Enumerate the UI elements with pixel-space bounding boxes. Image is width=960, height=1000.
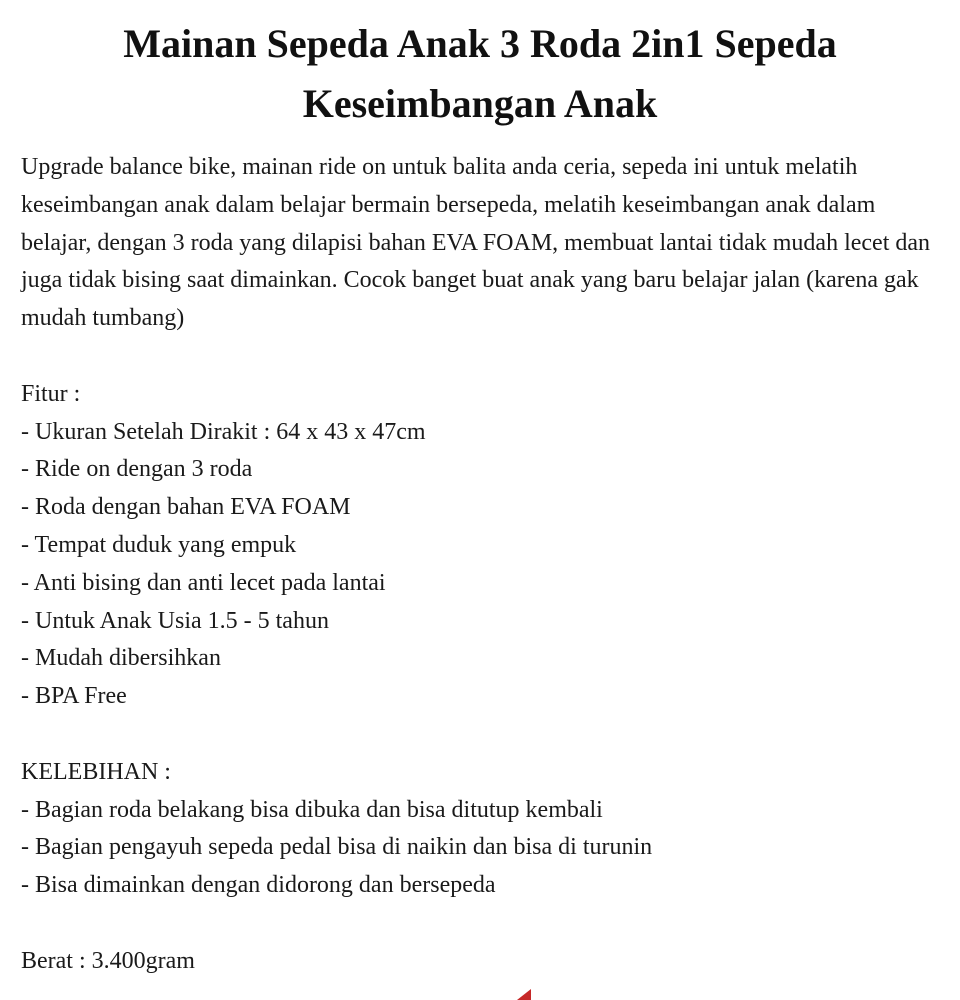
image-corner-icon — [517, 989, 531, 1000]
spacer — [21, 338, 946, 376]
features-heading: Fitur : — [21, 380, 81, 407]
feature-item: - Anti bising dan anti lecet pada lantai — [21, 569, 386, 596]
product-description-text: Upgrade balance bike, mainan ride on untuk balita anda ceria, sepeda ini untuk melatih keseimbangan anak dalam belajar bermain bersepeda, melatih keseimbangan anak dalam belajar, dengan 3 roda yang dilapisi bahan EVA FOAM, membuat lantai tidak mudah lecet dan juga tidak bising saat dimainkan. Cocok banget buat anak yang baru belajar jalan (karena gak mudah tumbang) — [21, 154, 931, 332]
advantage-item: - Bagian roda belakang bisa dibuka dan bisa ditutup kembali — [21, 796, 603, 823]
feature-item: - Mudah dibersihkan — [21, 645, 221, 672]
advantages-heading: KELEBIHAN : — [21, 758, 171, 785]
advantages-section — [21, 754, 946, 905]
feature-item: - Ride on dengan 3 roda — [21, 456, 253, 483]
product-title: Mainan Sepeda Anak 3 Roda 2in1 Sepeda Keseimbangan Anak — [123, 21, 837, 126]
feature-item: - Tempat duduk yang empuk — [21, 531, 297, 558]
feature-item: - Roda dengan bahan EVA FOAM — [21, 494, 351, 521]
feature-item: - BPA Free — [21, 683, 127, 710]
advantage-item: - Bisa dimainkan dengan didorong dan bersepeda — [21, 872, 496, 899]
feature-item: - Untuk Anak Usia 1.5 - 5 tahun — [21, 607, 329, 634]
weight-text: Berat : 3.400gram — [21, 947, 195, 974]
features-section — [21, 376, 946, 716]
advantage-item: - Bagian pengayuh sepeda pedal bisa di naikin dan bisa di turunin — [21, 834, 653, 861]
spacer — [21, 716, 946, 754]
product-description-content — [21, 149, 946, 981]
feature-item: - Ukuran Setelah Dirakit : 64 x 43 x 47cm — [21, 418, 426, 445]
spacer — [21, 905, 946, 943]
